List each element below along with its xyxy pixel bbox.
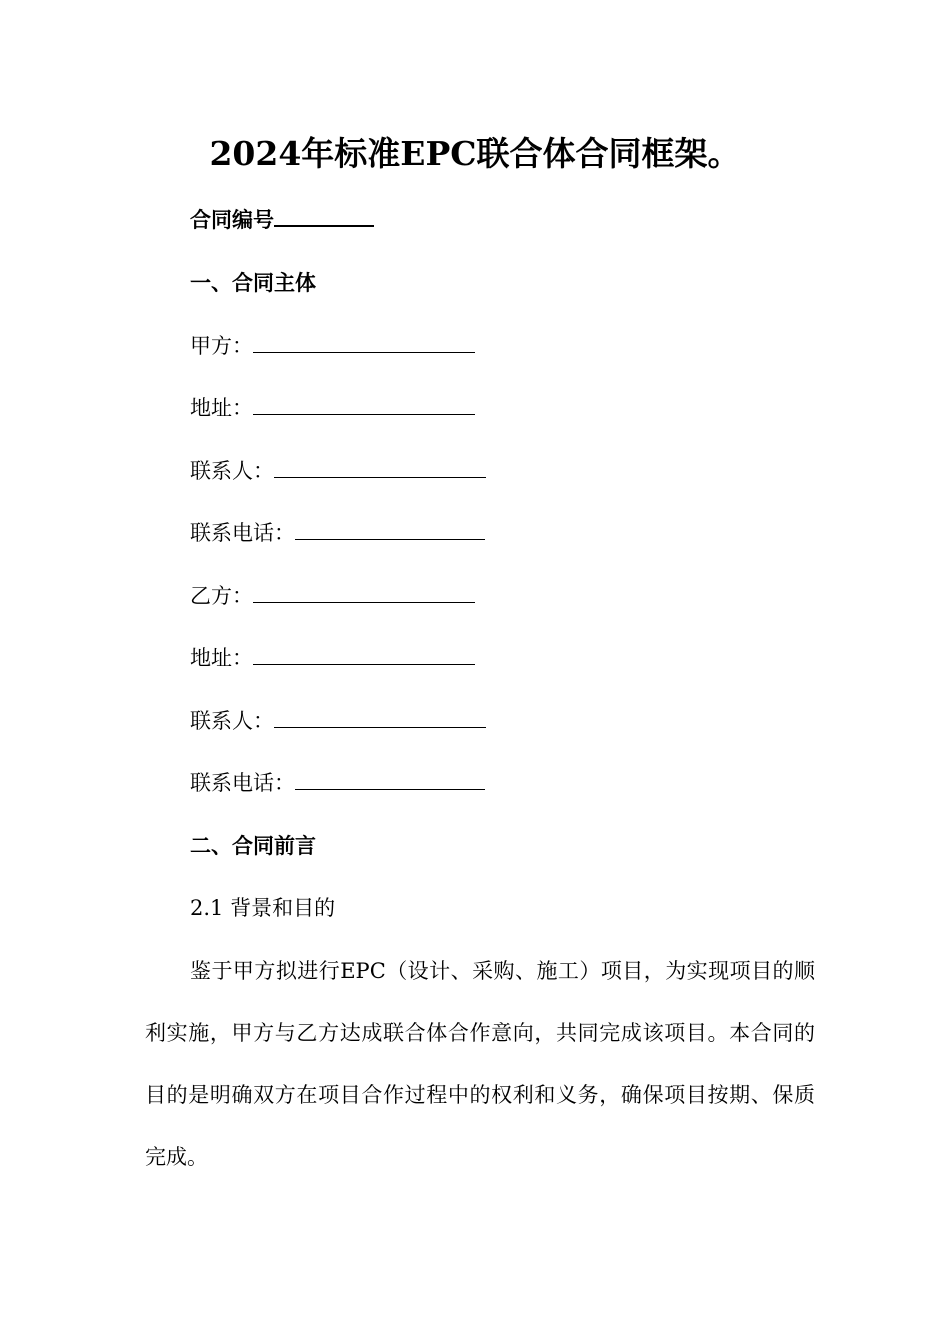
- section2-heading: 二、合同前言: [190, 833, 316, 858]
- party-b-contact-label: 联系人：: [190, 709, 274, 733]
- party-a-name-label: 甲方：: [190, 334, 253, 358]
- party-b-phone-line: [190, 768, 485, 798]
- party-a-phone-blank: [295, 521, 485, 540]
- party-b-name-blank: [253, 584, 475, 603]
- party-b-contact-blank: [274, 709, 486, 728]
- party-a-name-blank: [253, 334, 475, 353]
- party-b-address-line: [190, 643, 475, 673]
- document-title: 2024年标准EPC联合体合同框架。: [209, 134, 741, 173]
- section1-heading: 一、合同主体: [190, 270, 316, 295]
- party-b-contact-line: [190, 706, 486, 736]
- party-b-name-label: 乙方：: [190, 584, 253, 608]
- party-a-address-line: [190, 393, 475, 423]
- party-a-phone-label: 联系电话：: [190, 521, 295, 545]
- party-b-address-blank: [253, 646, 475, 665]
- party-b-name-line: [190, 581, 475, 611]
- party-b-phone-label: 联系电话：: [190, 771, 295, 795]
- party-a-phone-line: [190, 518, 485, 548]
- party-a-address-label: 地址：: [190, 396, 253, 420]
- contract-number-label: 合同编号: [190, 207, 274, 232]
- contract-number-blank: [274, 207, 374, 227]
- background-paragraph: 鉴于甲方拟进行EPC（设计、采购、施工）项目，为实现项目的顺利实施，甲方与乙方达成联合体合作意向，共同完成该项目。本合同的目的是明确双方在项目合作过程中的权利和义务，确保项目按期、保质完成。: [145, 959, 815, 1169]
- party-b-phone-blank: [295, 771, 485, 790]
- party-a-contact-label: 联系人：: [190, 459, 274, 483]
- party-a-name-line: [190, 331, 475, 361]
- party-a-contact-blank: [274, 459, 486, 478]
- party-a-contact-line: [190, 456, 486, 486]
- party-b-address-label: 地址：: [190, 646, 253, 670]
- party-a-address-blank: [253, 396, 475, 415]
- subsection-heading: 2.1 背景和目的: [190, 896, 336, 920]
- contract-number-line: [190, 205, 374, 235]
